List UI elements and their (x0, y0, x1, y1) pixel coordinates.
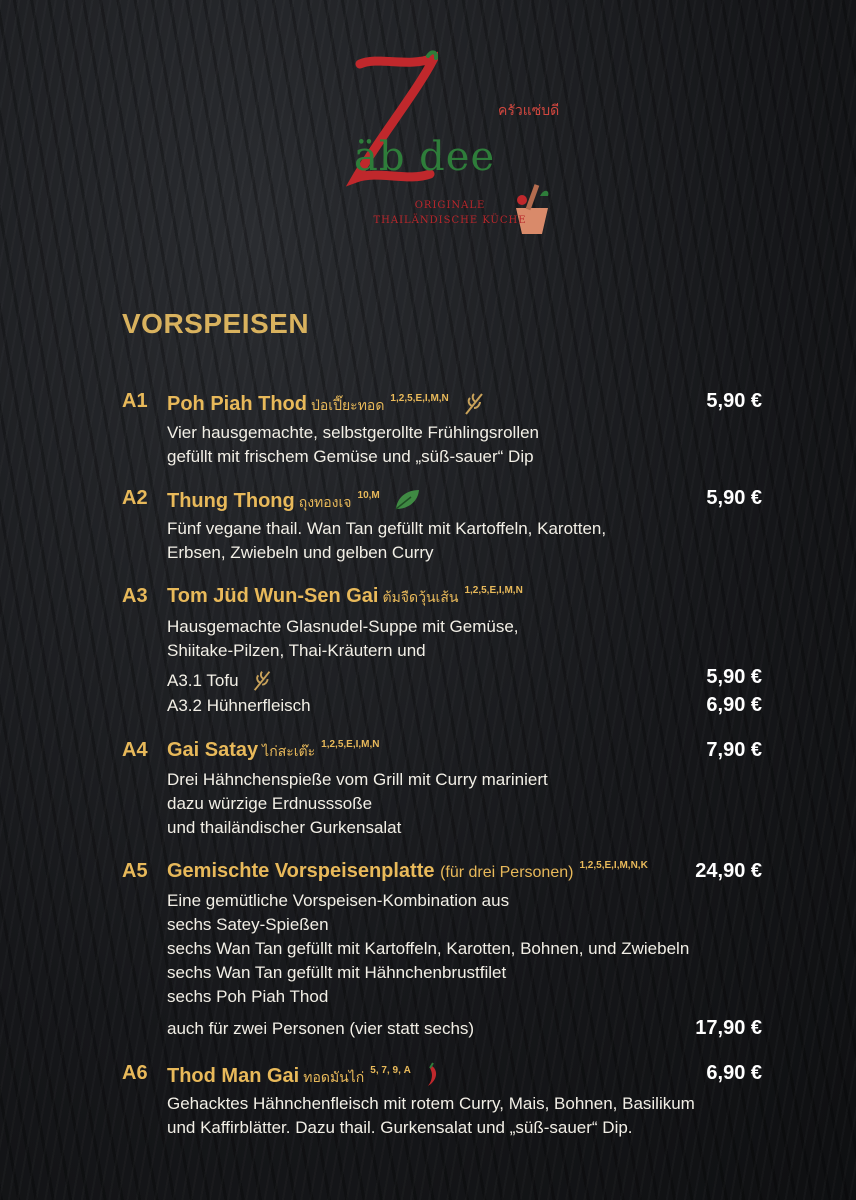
description-line: sechs Poh Piah Thod (167, 987, 329, 1006)
item-price: 5,90 € (706, 487, 762, 509)
logo-thai-text: ครัวแซ่บดี (498, 103, 560, 119)
description-line: sechs Wan Tan gefüllt mit Hähnchenbrustfilet (167, 963, 507, 982)
item-price: 24,90 € (695, 860, 762, 882)
item-name-row (167, 487, 421, 514)
item-thai-name: ทอดมันไก่ (303, 1069, 365, 1085)
item-allergens: 1,2,5,E,I,M,N (390, 393, 449, 404)
item-allergens: 1,2,5,E,I,M,N (464, 585, 523, 596)
item-price: 5,90 € (706, 390, 762, 412)
logo-subtitle-2: THAILÄNDISCHE KÜCHE (373, 215, 527, 226)
restaurant-logo (330, 50, 570, 240)
item-code: A5 (122, 860, 148, 882)
item-note: (für drei Personen) (440, 864, 574, 881)
item-description (167, 1092, 695, 1140)
sub-item-price: 6,90 € (706, 694, 762, 716)
logo-subtitle-1: ORIGINALE (414, 200, 486, 211)
description-line: Erbsen, Zwiebeln und gelben Curry (167, 543, 434, 562)
item-description (167, 768, 548, 840)
sub-item-label: A3.2 Hühnerfleisch (167, 696, 311, 715)
item-thai-name: ถุงทองเจ (298, 494, 352, 510)
item-code: A2 (122, 487, 148, 509)
leaf-icon (393, 487, 421, 513)
item-price: 6,90 € (706, 1062, 762, 1084)
description-line: Drei Hähnchenspieße vom Grill mit Curry mariniert (167, 770, 548, 789)
description-line: Shiitake-Pilzen, Thai-Kräutern und (167, 641, 426, 660)
description-line: Vier hausgemachte, selbstgerollte Frühlingsrollen (167, 423, 539, 442)
description-line: und thailändischer Gurkensalat (167, 818, 402, 837)
item-code: A1 (122, 390, 148, 412)
item-name: Thung Thong (167, 490, 295, 512)
item-description (167, 517, 606, 565)
chili-icon (424, 1062, 440, 1088)
item-price: 7,90 € (706, 739, 762, 761)
description-line: Fünf vegane thail. Wan Tan gefüllt mit Kartoffeln, Karotten, (167, 519, 607, 538)
item-code: A3 (122, 585, 148, 607)
item-thai-name: ต้มจืดวุ้นเส้น (382, 589, 459, 605)
item-name-row (167, 860, 648, 883)
item-code: A4 (122, 739, 148, 761)
wheat-icon (251, 668, 275, 692)
item-name-row (167, 390, 488, 417)
item-name-row (167, 739, 380, 763)
sub-item-label: auch für zwei Personen (vier statt sechs) (167, 1019, 475, 1038)
description-line: gefüllt mit frischem Gemüse und „süß-sauer“ Dip (167, 447, 534, 466)
description-line: sechs Satey-Spießen (167, 915, 329, 934)
item-allergens: 1,2,5,E,I,M,N (321, 739, 380, 750)
item-thai-name: ป่อเปี๊ยะทอด (311, 397, 385, 413)
item-name: Gemischte Vorspeisenplatte (167, 860, 435, 882)
item-description (167, 421, 539, 469)
item-name: Poh Piah Thod (167, 393, 307, 415)
description-line: Gehacktes Hähnchenfleisch mit rotem Curry, Mais, Bohnen, Basilikum (167, 1094, 695, 1113)
sub-item-label: A3.1 Tofu (167, 671, 239, 690)
item-description (167, 615, 519, 663)
logo-name: äb dee (354, 134, 496, 180)
wheat-icon (462, 390, 488, 416)
item-description (167, 889, 689, 1009)
item-allergens: 1,2,5,E,I,M,N,K (579, 860, 648, 871)
sub-item (167, 668, 275, 692)
description-line: und Kaffirblätter. Dazu thail. Gurkensalat und „süß-sauer“ Dip. (167, 1118, 633, 1137)
item-allergens: 5, 7, 9, A (370, 1065, 411, 1076)
description-line: sechs Wan Tan gefüllt mit Kartoffeln, Karotten, Bohnen, und Zwiebeln (167, 939, 690, 958)
item-name: Tom Jüd Wun-Sen Gai (167, 585, 379, 607)
description-line: Eine gemütliche Vorspeisen-Kombination aus (167, 891, 510, 910)
item-code: A6 (122, 1062, 148, 1084)
item-name: Thod Man Gai (167, 1065, 300, 1087)
item-allergens: 10,M (357, 490, 380, 501)
section-title: VORSPEISEN (122, 308, 310, 339)
description-line: dazu würzige Erdnusssoße (167, 794, 373, 813)
sub-item-price: 17,90 € (695, 1017, 762, 1039)
item-thai-name: ไก่สะเต๊ะ (262, 743, 316, 759)
sub-item-price: 5,90 € (706, 666, 762, 688)
item-name: Gai Satay (167, 739, 259, 761)
description-line: Hausgemachte Glasnudel-Suppe mit Gemüse, (167, 617, 519, 636)
item-name-row (167, 1062, 440, 1089)
item-name-row (167, 585, 523, 609)
